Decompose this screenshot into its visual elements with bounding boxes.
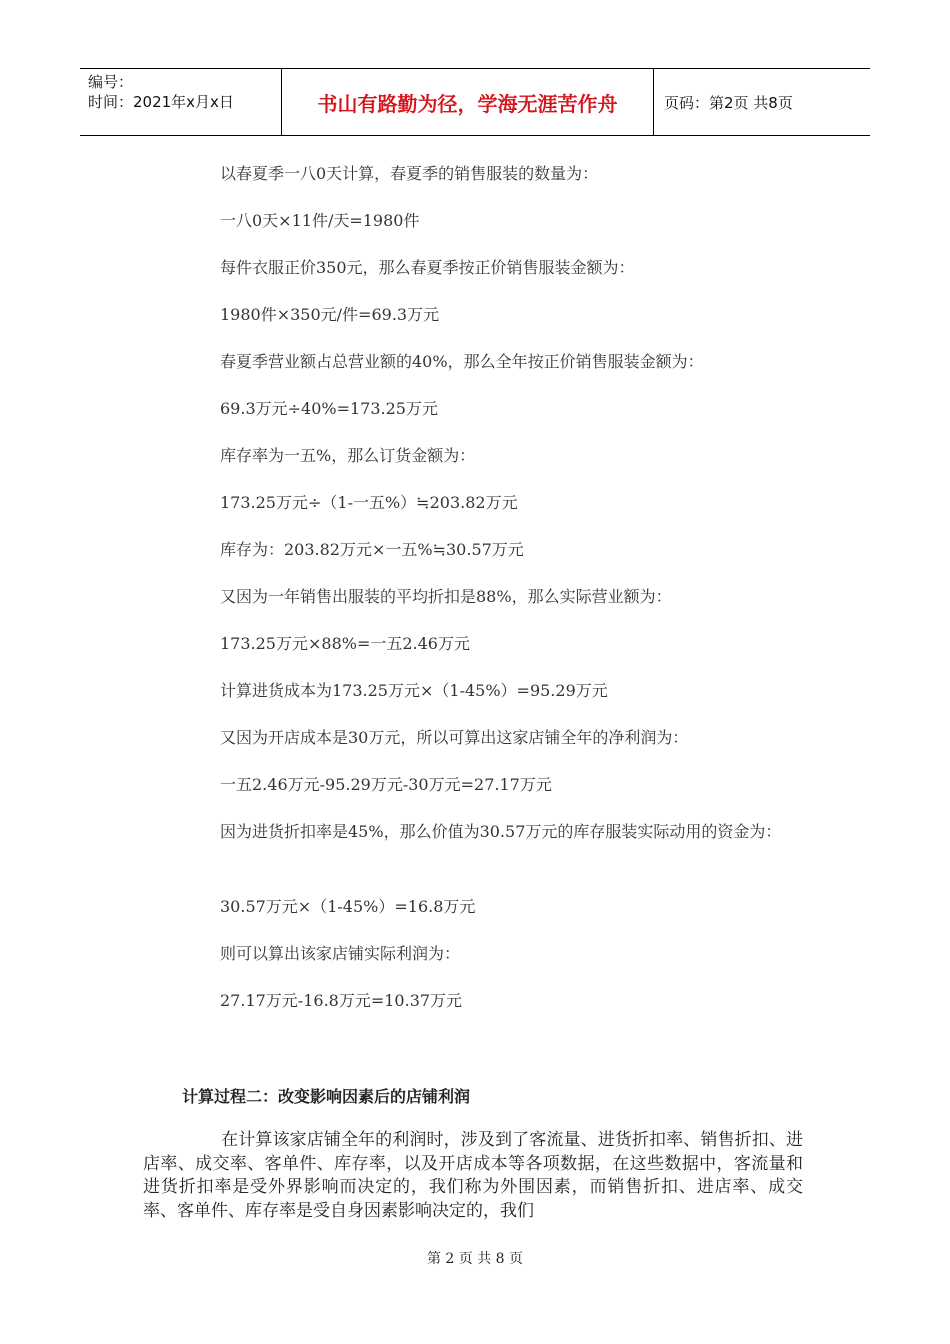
calc-line: 27.17万元-16.8万元=10.37万元 [220,991,463,1010]
page-footer: 第 2 页 共 8 页 [426,1251,524,1267]
header-time: 时间：2021年x月x日 [88,93,234,111]
header-page-info: 页码：第2页 共8页 [664,93,793,112]
calc-line: 173.25万元×88%=一五2.46万元 [220,634,470,653]
calc-line: 1980件×350元/件=69.3万元 [220,305,440,324]
calc-line: 每件衣服正价350元，那么春夏季按正价销售服装金额为： [220,258,635,277]
calc-line: 173.25万元÷（1-一五%）≒203.82万元 [220,493,518,512]
section-body-paragraph [143,1129,803,1223]
section-body-text: 在计算该家店铺全年的利润时，涉及到了客流量、进货折扣率、销售折扣、进店率、成交率、客单件、库存率，以及开店成本等各项数据，在这些数据中，客流量和进货折扣率是受外界影响而决定的，我们称为外围因素，而销售折扣、进店率、成交率、客单件、库存率是受自身因素影响决定的，我们 [143,1130,803,1221]
calc-line: 以春夏季一八0天计算，春夏季的销售服装的数量为： [220,164,599,183]
header-motto: 书山有路勤为径，学海无涯苦作舟 [282,69,654,135]
calc-line: 69.3万元÷40%=173.25万元 [220,399,438,418]
calc-line: 一八0天×11件/天=1980件 [220,211,420,230]
calc-line: 库存为：203.82万元×一五%≒30.57万元 [220,540,524,559]
header-number: 编号： [88,73,134,91]
page-header [80,68,870,136]
wrapped-calc-text: 因为进货折扣率是45%，那么价值为30.57万元的库存服装实际动用的资金为： [220,822,782,841]
calc-line: 又因为一年销售出服装的平均折扣是88%，那么实际营业额为： [220,587,672,606]
section-heading: 计算过程二：改变影响因素后的店铺利润 [182,1087,471,1106]
wrapped-calc-paragraph [143,820,808,843]
calc-line: 春夏季营业额占总营业额的40%，那么全年按正价销售服装金额为： [220,352,704,371]
calc-line: 库存率为一五%，那么订货金额为： [220,446,476,465]
header-meta [80,69,282,135]
calc-line: 则可以算出该家店铺实际利润为： [220,944,461,963]
calc-line: 30.57万元×（1-45%）=16.8万元 [220,897,476,916]
calc-line: 计算进货成本为173.25万元×（1-45%）=95.29万元 [220,681,608,700]
calc-line: 一五2.46万元-95.29万元-30万元=27.17万元 [220,775,552,794]
calc-line: 又因为开店成本是30万元，所以可算出这家店铺全年的净利润为： [220,728,689,747]
